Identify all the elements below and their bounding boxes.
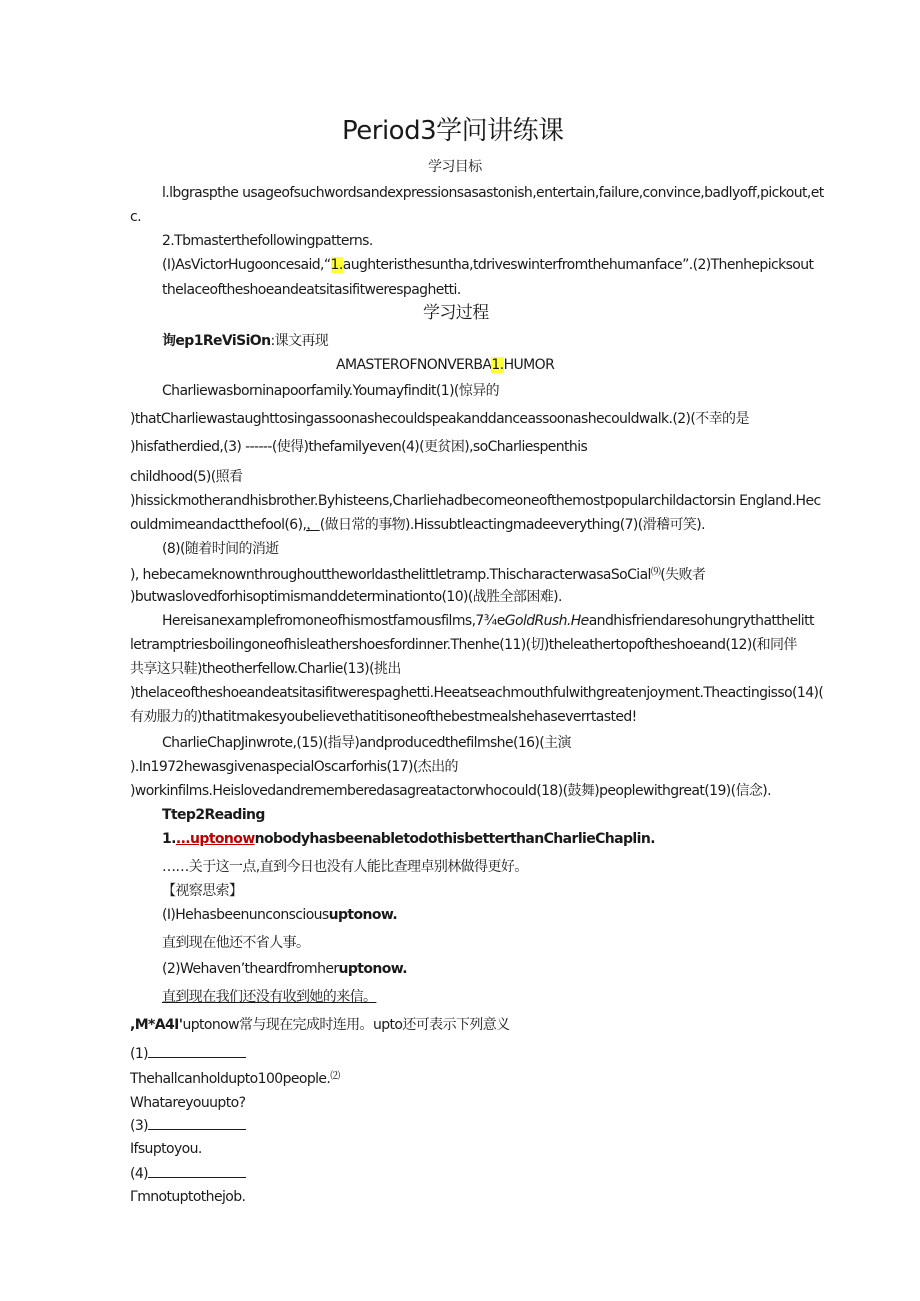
usage-sentence: Γmnotuptothejob. bbox=[130, 1189, 246, 1205]
pattern-line-2: thelaceoftheshoeandeatsitasifitwerespaghetti. bbox=[162, 282, 461, 298]
passage-line bbox=[130, 564, 705, 584]
passage-line: )thelaceoftheshoeandeatsitasifitwerespaghetti.Heeatseachmouthfulwithgreatenjoyment.Theactingisso(14)( bbox=[130, 685, 824, 701]
passage-title-text: HUMOR bbox=[503, 357, 555, 373]
passage-line bbox=[130, 516, 705, 534]
example-2-translation: 直到现在我们还没有收到她的来信。 bbox=[162, 989, 377, 1005]
passage-line: childhood(5)(照看 bbox=[130, 469, 243, 485]
usage-sentence: Whatareyouupto? bbox=[130, 1095, 246, 1111]
passage-text: andhisfriendaresohungrythatthelitt bbox=[588, 613, 814, 629]
passage-text: (失败者 bbox=[660, 567, 706, 583]
passage-line: )hisfatherdied,(3) ------(使得)thefamilyeven(4)(更贫困),soCharliespenthis bbox=[130, 439, 588, 455]
step1-desc: :课文再现 bbox=[270, 333, 329, 349]
step1-label: 询ep1ReViSiOn bbox=[162, 333, 271, 349]
passage-line: 共享这只鞋)theotherfellow.Charlie(13)(挑出 bbox=[130, 661, 401, 677]
example-key: uptonow. bbox=[328, 907, 398, 923]
answer-blank[interactable] bbox=[148, 1164, 246, 1178]
step2-heading: Ttep2Reading bbox=[162, 807, 265, 823]
passage-line: CharlieChapJinwrote,(15)(指导)andproducedthefilmshe(16)(主演 bbox=[162, 735, 571, 751]
passage-line: )workinfilms.Heislovedandrememberedasagreatactorwhocould(18)(鼓舞)peoplewithgreat(19)(信念). bbox=[130, 783, 772, 799]
passage-line: ).In1972hewasgivenaspecialOscarforhis(17)(杰出的 bbox=[130, 759, 458, 775]
sentence-text: nobodyhasbeenabletodothisbetterthanCharlieChaplin. bbox=[254, 831, 655, 847]
example-2 bbox=[162, 960, 407, 978]
objective-1: l.lbgraspthe usageofsuchwordsandexpressionsasastonish,entertain,failure,convince,badlyoff,pickout,et bbox=[162, 185, 824, 201]
circled-number: ⑵ bbox=[330, 1071, 340, 1082]
answer-blank[interactable] bbox=[148, 1116, 246, 1130]
meaning-blank-3 bbox=[130, 1116, 246, 1135]
pattern-line-1 bbox=[162, 256, 813, 274]
sentence-number: 1. bbox=[162, 831, 176, 847]
objective-2: 2.Tbmasterthefollowingpatterns. bbox=[162, 233, 373, 249]
note-text: uptonow常与现在完成时连用。upto还可表示下列意义 bbox=[182, 1017, 510, 1033]
blank-number: (4) bbox=[130, 1166, 149, 1182]
passage-title bbox=[336, 356, 554, 374]
blank-number: (1) bbox=[130, 1046, 149, 1062]
passage-line: letramptriesboilingoneofhisleathershoesfordinner.Thenhe(11)(切)theleathertopoftheshoeand(12)(和同伴 bbox=[130, 637, 797, 653]
objective-1-continued: c. bbox=[130, 209, 141, 225]
example-text: (I)Hehasbeenunconscious bbox=[162, 907, 329, 923]
page-title: Period3学问讲练课 bbox=[342, 116, 564, 146]
highlight-mark: 1. bbox=[330, 257, 343, 273]
observe-heading: 【视察思索】 bbox=[162, 883, 243, 899]
key-phrase: ...uptonow bbox=[175, 831, 255, 847]
blank-number: (3) bbox=[130, 1118, 149, 1134]
sentence-translation: ……关于这一点,直到今日也没有人能比查理卓别林做得更好。 bbox=[162, 859, 528, 875]
passage-title-text: AMASTEROFNONVERBA bbox=[336, 357, 492, 373]
meaning-blank-4 bbox=[130, 1164, 246, 1183]
passage-line: Charliewasborninapoorfamily.Youmayfindit(1)(惊异的 bbox=[162, 383, 499, 399]
meaning-blank-1 bbox=[130, 1044, 246, 1063]
usage-sentence: Ifsuptoyou. bbox=[130, 1141, 202, 1157]
example-text: (2)Wehaven’theardfromher bbox=[162, 961, 339, 977]
passage-line: )thatCharliewastaughttosingassoonashecouldspeakanddanceassoonashecouldwalk.(2)(不幸的是 bbox=[130, 411, 749, 427]
reading-sentence bbox=[162, 830, 655, 848]
passage-line bbox=[162, 612, 814, 630]
passage-line: )butwaslovedforhisoptimismanddeterminationto(10)(战胜全部困难). bbox=[130, 589, 562, 605]
usage-text: Thehallcanholdupto100people. bbox=[130, 1071, 331, 1087]
objectives-heading: 学习目标 bbox=[428, 159, 482, 175]
example-1-translation: 直到现在他还不省人事。 bbox=[162, 935, 310, 951]
usage-sentence bbox=[130, 1068, 340, 1088]
note-label: ,M*A4I' bbox=[130, 1017, 183, 1033]
passage-text: ouldmimeandactthefool(6) bbox=[130, 517, 303, 533]
example-key: uptonow. bbox=[338, 961, 407, 977]
passage-text: (做日常的事物).Hissubtleactingmadeeverything(7)(滑稽可笑). bbox=[319, 517, 705, 533]
passage-text: Hereisanexamplefromoneofhismostfamousfilms,7¾e bbox=[162, 613, 505, 629]
circled-number: ⑼ bbox=[650, 567, 661, 578]
highlight-mark: 1. bbox=[491, 357, 504, 373]
passage-line: )hissickmotherandhisbrother.Byhisteens,Charliehadbecomeoneofthemostpopularchildactorsin England.Hec bbox=[130, 493, 821, 509]
passage-line: 有劝服力的)thatitmakesyoubelievethatitisoneofthebestmealshehaseverrtasted! bbox=[130, 709, 637, 725]
answer-blank[interactable] bbox=[148, 1044, 246, 1058]
film-title: GoldRush.He bbox=[504, 613, 589, 629]
passage-text: ), hebecameknownthroughouttheworldasthelittletramp.ThischaracterwasaSoCial bbox=[130, 567, 651, 583]
pattern-text: (I)AsVictorHugooncesaid,“ bbox=[162, 257, 331, 273]
usage-note bbox=[130, 1016, 510, 1034]
passage-blank: ,， bbox=[302, 517, 320, 533]
pattern-text: aughteristhesuntha,tdriveswinterfromthehumanface”.(2)Thenhepicksout bbox=[342, 257, 814, 273]
passage-line: (8)(随着时间的消逝 bbox=[162, 541, 279, 557]
process-heading: 学习过程 bbox=[423, 303, 489, 323]
example-1 bbox=[162, 906, 397, 924]
step1-heading bbox=[162, 332, 328, 350]
